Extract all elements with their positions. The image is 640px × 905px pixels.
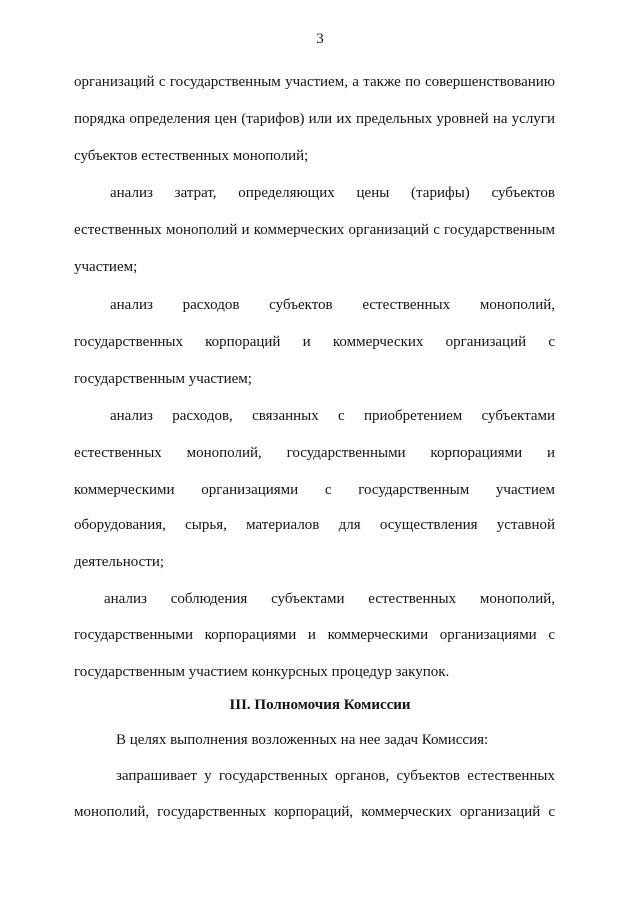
text-line: монополий, государственных корпораций, коммерческих организаций с bbox=[74, 804, 555, 820]
text-line: государственным участием; bbox=[74, 371, 252, 387]
text-line: анализ расходов субъектов естественных монополий, bbox=[110, 297, 555, 313]
text-line: участием; bbox=[74, 259, 138, 275]
text-line: оборудования, сырья, материалов для осуществления уставной bbox=[74, 517, 555, 533]
text-line: государственным участием конкурсных процедур закупок. bbox=[74, 664, 450, 680]
section-heading: III. Полномочия Комиссии bbox=[229, 697, 411, 713]
text-line: анализ расходов, связанных с приобретением субъектами bbox=[110, 408, 555, 424]
text-line: государственными корпорациями и коммерческими организациями с bbox=[74, 627, 555, 643]
page-number: 3 bbox=[316, 31, 324, 47]
text-line: анализ затрат, определяющих цены (тарифы) субъектов bbox=[110, 185, 555, 201]
text-line: порядка определения цен (тарифов) или их предельных уровней на услуги bbox=[74, 111, 555, 127]
text-line: коммерческими организациями с государственным участием bbox=[74, 482, 555, 498]
text-line: государственных корпораций и коммерческих организаций с bbox=[74, 334, 555, 350]
text-line: субъектов естественных монополий; bbox=[74, 148, 309, 164]
text-line: организаций с государственным участием, а также по совершенствованию bbox=[74, 74, 555, 90]
text-line: естественных монополий, государственными корпорациями и bbox=[74, 445, 555, 461]
text-line: естественных монополий и коммерческих организаций с государственным bbox=[74, 222, 555, 238]
text-line: деятельности; bbox=[74, 554, 165, 570]
text-line: анализ соблюдения субъектами естественных монополий, bbox=[104, 591, 555, 607]
text-line: запрашивает у государственных органов, субъектов естественных bbox=[116, 768, 555, 784]
text-line: В целях выполнения возложенных на нее задач Комиссия: bbox=[116, 732, 489, 748]
